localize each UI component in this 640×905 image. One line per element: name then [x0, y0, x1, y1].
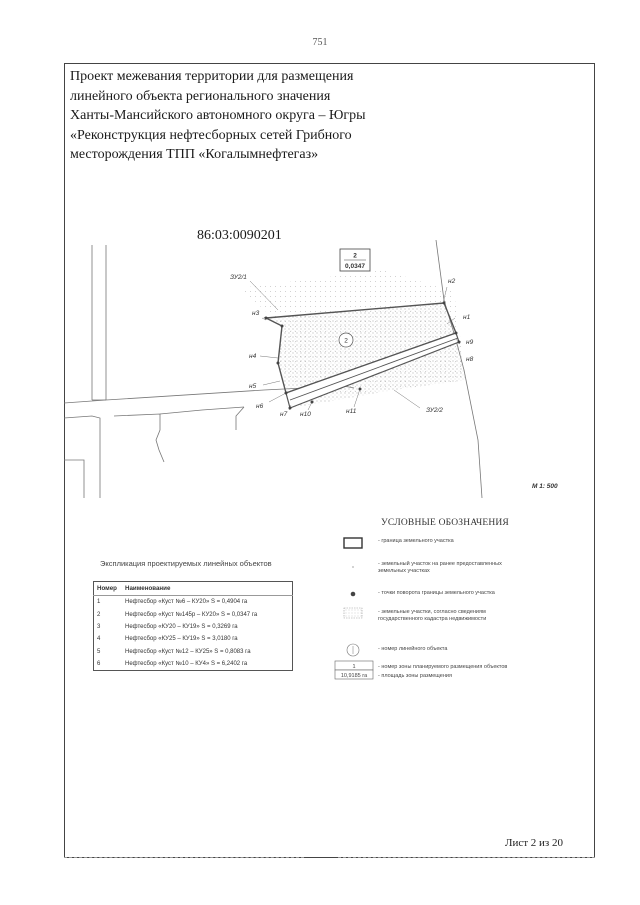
legend-cadastre-symbol: [344, 608, 362, 618]
legend-boundary-symbol: [344, 538, 362, 548]
point-label-n11: н11: [346, 408, 357, 415]
row-name: Нефтесбор «Куст №12 – КУ25» S = 0,8083 га: [125, 648, 251, 655]
row-number: 3: [97, 623, 101, 630]
sheet-number: Лист 2 из 20: [505, 837, 564, 849]
legend-item: - точки поворота границы земельного участка: [378, 590, 495, 596]
legend-item: - номер линейного объекта: [378, 646, 448, 652]
title-line: Ханты-Мансийского автономного округа – Югры: [70, 108, 366, 123]
point-label-n4: н4: [249, 353, 257, 360]
title-line: «Реконструкция нефтесборных сетей Грибного: [70, 127, 352, 143]
bottom-dashed-line: [64, 857, 304, 858]
point-label-n3: н3: [252, 310, 260, 317]
document-title: [70, 67, 400, 165]
row-name: Нефтесбор «Куст №145р – КУ20» S = 0,0347 га: [125, 611, 258, 618]
page-number: 751: [312, 37, 328, 48]
row-name: Нефтесбор «Куст №10 – КУ4» S = 6,2402 га: [125, 661, 248, 668]
legend-sample-number: 1: [352, 664, 356, 670]
title-line: месторождения ТПП «Когалымнефтегаз»: [70, 147, 319, 162]
legend-point-symbol: [351, 592, 356, 597]
table-row: [94, 621, 293, 633]
parcel-label-zu2-2: ЗУ2/2: [426, 407, 443, 414]
point-label-n6: н6: [256, 403, 264, 410]
explication-table: [93, 581, 293, 671]
point-label-n1: н1: [463, 314, 471, 321]
legend-dot-symbol: [352, 566, 353, 567]
row-number: 1: [97, 599, 101, 606]
legend-item: - земельные участки, согласно сведениям государственного кадастра недвижимости: [378, 609, 487, 622]
map-scale: М 1: 500: [532, 483, 558, 490]
row-name: Нефтесбор «КУ20 – КУ19» S = 0,3269 га: [125, 623, 238, 630]
parcel-label-zu2-1: ЗУ2/1: [230, 274, 247, 281]
row-name: Нефтесбор «Куст №6 – КУ20» S = 0,4904 га: [125, 599, 248, 606]
legend-item: - земельный участок на ранее предоставленных земельных участках: [378, 561, 502, 574]
legend-sample-area: 10,9185 га: [340, 673, 368, 679]
point-label-n5: н5: [249, 383, 257, 390]
table-header-row: [94, 582, 293, 596]
legend-item: - граница земельного участка: [378, 538, 454, 544]
point-label-n7: н7: [280, 411, 288, 418]
legend-item: - площадь зоны размещения: [378, 673, 452, 679]
zone-number: 2: [353, 252, 357, 260]
header-number: Номер: [94, 582, 123, 596]
row-number: 5: [97, 648, 101, 655]
table-row: [94, 608, 293, 620]
cadastral-block-number: 86:03:0090201: [197, 228, 282, 243]
bottom-dashed-line: [338, 857, 595, 858]
title-line: линейного объекта регионального значения: [70, 88, 331, 104]
zone-area: 0,0347: [345, 263, 365, 270]
point-label-n2: н2: [448, 278, 456, 285]
point-label-n10: н10: [300, 411, 311, 418]
header-name: Наименование: [122, 582, 293, 596]
row-number: 2: [97, 611, 101, 618]
legend-item: - номер зоны планируемого размещения объектов: [378, 664, 508, 670]
object-number: 2: [344, 337, 348, 345]
table-row: [94, 658, 293, 671]
explication-title: Экспликация проектируемых линейных объектов: [100, 559, 272, 568]
table-row: [94, 646, 293, 658]
point-label-n8: н8: [466, 356, 474, 363]
point-label-n9: н9: [466, 339, 474, 346]
zone-label-box: [340, 249, 370, 271]
row-number: 4: [97, 636, 101, 643]
title-line: Проект межевания территории для размещения: [70, 69, 354, 84]
cadastral-map: [64, 240, 595, 510]
table-row: [94, 633, 293, 645]
legend-title: УСЛОВНЫЕ ОБОЗНАЧЕНИЯ: [381, 518, 509, 528]
row-name: Нефтесбор «КУ25 – КУ19» S = 3,0180 га: [125, 636, 238, 643]
legend-symbols: [330, 534, 380, 724]
row-number: 6: [97, 661, 101, 668]
table-row: [94, 596, 293, 609]
